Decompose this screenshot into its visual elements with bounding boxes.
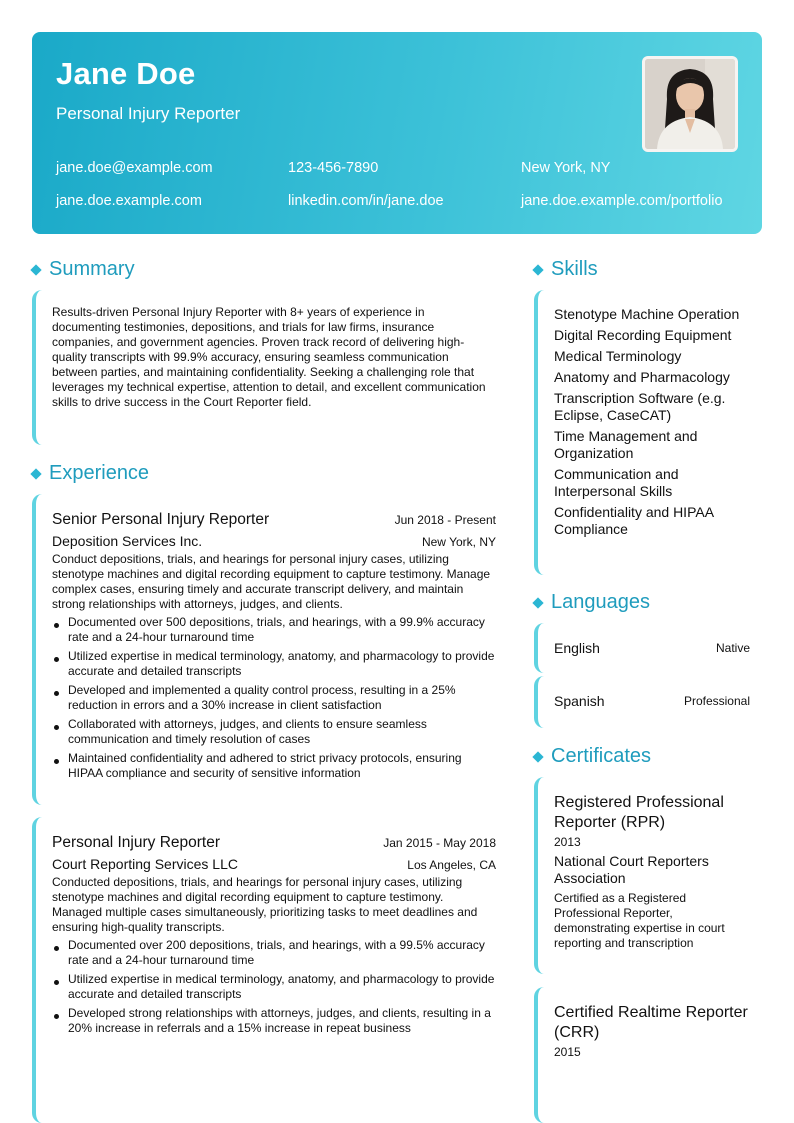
skills-heading-label: Skills [551, 258, 598, 280]
skill-item: Stenotype Machine Operation [554, 306, 740, 322]
languages-heading [532, 591, 650, 614]
skill-item: Confidentiality and HIPAA Compliance [554, 504, 714, 537]
experience-heading-label: Experience [49, 462, 150, 484]
resume-header [32, 32, 762, 234]
list-item [52, 1006, 496, 1036]
skill-item: Transcription Software (e.g. Eclipse, CaseCAT) [554, 390, 726, 423]
skill-item: Communication and Interpersonal Skills [554, 466, 679, 499]
contact-portfolio[interactable]: jane.doe.example.com/portfolio [521, 193, 723, 209]
diamond-icon [30, 468, 41, 479]
bullet-text: Developed strong relationships with attorneys, judges, and clients, resulting in a 20% increase in referrals and a 15% increase in repeat business [68, 1006, 491, 1035]
language-level: Professional [683, 694, 750, 708]
job-bullets [52, 938, 496, 1036]
bullet-text: Collaborated with attorneys, judges, and clients to ensure seamless communication and timely resolution of cases [68, 717, 427, 746]
job-location: Los Angeles, CA [407, 858, 496, 872]
bullet-icon [54, 759, 59, 764]
skill-item: Time Management and Organization [554, 428, 698, 461]
job-bullets [52, 615, 496, 781]
bullet-text: Utilized expertise in medical terminology, anatomy, and pharmacology to provide accurate and detailed transcripts [68, 972, 495, 1001]
certificate-organization: National Court Reporters Association [554, 853, 709, 886]
summary-heading [30, 258, 135, 281]
contact-website[interactable]: jane.doe.example.com [56, 193, 202, 209]
bullet-icon [54, 657, 59, 662]
list-item [52, 751, 496, 781]
certificate-year: 2015 [554, 1045, 581, 1059]
contact-email[interactable]: jane.doe@example.com [56, 160, 213, 176]
diamond-icon [30, 264, 41, 275]
bullet-text: Documented over 200 depositions, trials, and hearings, with a 99.5% accuracy rate and a 24-hour turnaround time [68, 938, 485, 967]
language-item [534, 623, 750, 673]
bullet-text: Documented over 500 depositions, trials, and hearings, with a 99.9% accuracy rate and a 24-hour turnaround time [68, 615, 485, 644]
diamond-icon [532, 751, 543, 762]
job-location: New York, NY [421, 535, 496, 549]
bullet-text: Utilized expertise in medical terminology, anatomy, and pharmacology to provide accurate and detailed transcripts [68, 649, 495, 678]
bullet-text: Developed and implemented a quality control process, resulting in a 25% reduction in errors and a 30% increase in client satisfaction [68, 683, 456, 712]
experience-item [32, 494, 496, 805]
summary-heading-label: Summary [49, 258, 135, 280]
experience-item [32, 817, 496, 1123]
bullet-icon [54, 725, 59, 730]
bullet-icon [54, 1014, 59, 1019]
bullet-icon [54, 980, 59, 985]
job-dates: Jun 2018 - Present [394, 513, 496, 527]
job-company: Court Reporting Services LLC [52, 856, 238, 872]
list-item [52, 615, 496, 645]
profile-photo [642, 56, 738, 152]
bullet-icon [54, 691, 59, 696]
skills-heading [532, 258, 598, 281]
bullet-icon [54, 623, 59, 628]
job-description: Conduct depositions, trials, and hearings for personal injury cases, utilizing stenotype machines and digital recording equipment to capture testimony. Manage complex cases, ensuring timely and accurate transcript delivery, and maintain strong relationships with attorneys, judges, and clients. [52, 552, 491, 611]
candidate-name: Jane Doe [56, 56, 196, 91]
list-item [52, 972, 496, 1002]
languages-heading-label: Languages [551, 591, 650, 613]
bullet-icon [54, 946, 59, 951]
skill-item: Digital Recording Equipment [554, 327, 732, 343]
job-title: Personal Injury Reporter [52, 834, 220, 851]
contact-phone[interactable]: 123-456-7890 [288, 160, 379, 176]
experience-heading [30, 462, 149, 485]
job-description: Conducted depositions, trials, and hearings for personal injury cases, utilizing stenotype machines and digital recording equipment to capture testimony. Managed multiple cases simultaneously, prioritizing tasks to meet deadlines and ensuring high-quality transcripts. [52, 875, 478, 934]
diamond-icon [532, 264, 543, 275]
job-title: Senior Personal Injury Reporter [52, 511, 270, 528]
summary-block [32, 290, 496, 445]
certificate-name: Registered Professional Reporter (RPR) [554, 794, 724, 831]
language-item [534, 676, 750, 728]
list-item [52, 717, 496, 747]
list-item [52, 938, 496, 968]
job-company: Deposition Services Inc. [52, 533, 203, 549]
certificates-heading [532, 745, 651, 768]
contact-location: New York, NY [521, 160, 611, 176]
certificates-heading-label: Certificates [551, 745, 652, 767]
skill-item: Medical Terminology [554, 348, 682, 364]
certificate-item [534, 777, 750, 974]
language-name: Spanish [554, 693, 605, 709]
skill-item: Anatomy and Pharmacology [554, 369, 730, 385]
skills-block [534, 290, 750, 575]
bullet-text: Maintained confidentiality and adhered to strict privacy protocols, ensuring HIPAA compliance and security of sensitive information [68, 751, 462, 780]
certificate-year: 2013 [554, 835, 581, 849]
language-name: English [554, 640, 600, 656]
contact-linkedin[interactable]: linkedin.com/in/jane.doe [288, 193, 444, 209]
diamond-icon [532, 597, 543, 608]
job-dates: Jan 2015 - May 2018 [383, 836, 496, 850]
summary-text: Results-driven Personal Injury Reporter with 8+ years of experience in documenting testimonies, depositions, and trials for law firms, insurance companies, and government agencies. Proven track record of delivering high-quality transcripts with 99.9% accuracy, ensuring seamless communication between parties, and maintaining confidentiality. Seeking a challenging role that leverages my technical expertise, attention to detail, and excellent communication skills to drive success in the Court Reporter field. [52, 305, 486, 409]
list-item [52, 683, 496, 713]
certificate-description: Certified as a Registered Professional Reporter, demonstrating expertise in court reporting and transcription [554, 891, 725, 950]
language-level: Native [715, 641, 750, 655]
list-item [52, 649, 496, 679]
candidate-title: Personal Injury Reporter [56, 104, 241, 123]
certificate-item [534, 987, 750, 1123]
certificate-name: Certified Realtime Reporter (CRR) [554, 1004, 748, 1041]
